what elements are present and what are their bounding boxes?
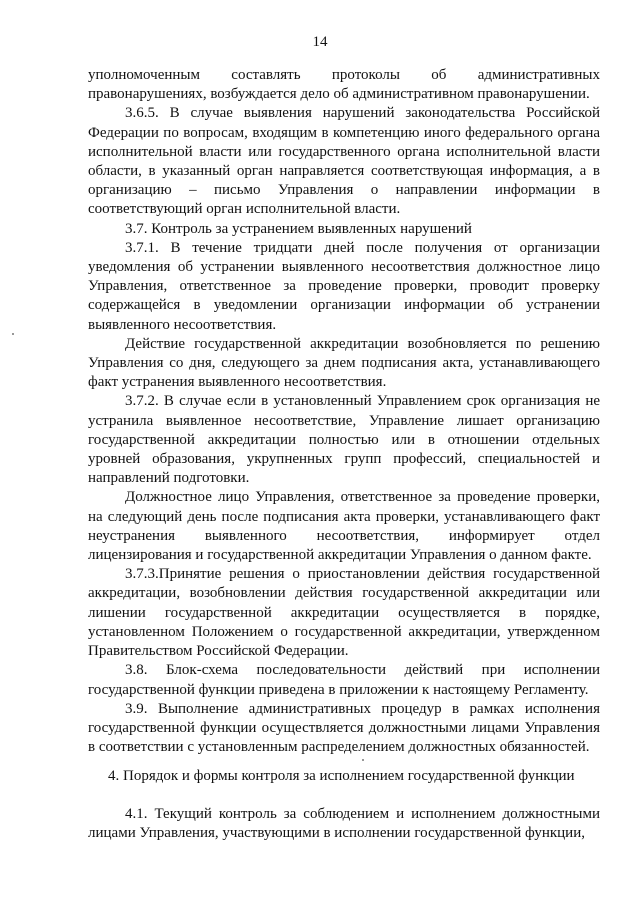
paragraph-4-1: 4.1. Текущий контроль за соблюдением и исполнением должностными лицами Управления, участвующими в исполнении государственной функции, <box>88 805 600 841</box>
paragraph-3-7-1: 3.7.1. В течение тридцати дней после получения от организации уведомления об устранении выявленного несоответствия должностное лицо Управления, ответственное за проведение проверки, проводит проверку содержащейся в уведомлении организации информации об устранении выявленного несоответствия. <box>88 239 600 333</box>
paragraph-3-8: 3.8. Блок-схема последовательности действий при исполнении государственной функции приведена в приложении к настоящему Регламенту. <box>88 662 600 698</box>
section-title: 4. Порядок и формы контроля за исполнением государственной функции <box>108 768 575 785</box>
paragraph-official-informs: Должностное лицо Управления, ответственное за проведение проверки, на следующий день после подписания акта проверки, устанавливающего факт неустранения выявленного несоответствия, информирует отдел лицензирования и государственной аккредитации Управления о данном факте. <box>88 489 600 564</box>
paragraph-3-9: 3.9. Выполнение административных процедур в рамках исполнения государственной функции осуществляется должностными лицами Управления в соответствии с установленным распределением должностных обязанностей. <box>88 700 600 756</box>
paragraph-3-7-heading: 3.7. Контроль за устранением выявленных нарушений <box>125 220 472 237</box>
paragraph-3-7-3: 3.7.3.Принятие решения о приостановлении действия государственной аккредитации, возобновлении действия государственной аккредитации или лишении государственной аккредитации осуществляется в порядке, установленном Положением о государственной аккредитации, утвержденном Правительством Российской Федерации. <box>88 566 600 660</box>
document-body <box>88 66 600 843</box>
scan-speck <box>12 333 14 335</box>
paragraph-3-7-2: 3.7.2. В случае если в установленный Управлением срок организация не устранила выявленное несоответствие, Управление лишает организацию государственной аккредитации полностью или в отношении отдельных уровней образования, укрупненных групп профессий, специальностей и направлений подготовки. <box>88 393 600 487</box>
scan-speck <box>362 759 364 761</box>
page-number: 14 <box>312 34 328 50</box>
paragraph-continuation: уполномоченным составлять протоколы об административных правонарушениях, возбуждается дело об административном правонарушении. <box>88 67 600 103</box>
paragraph-accreditation-resumed: Действие государственной аккредитации возобновляется по решению Управления со дня, следующего за днем подписания акта, устанавливающего факт устранения выявленного несоответствия. <box>88 335 600 391</box>
paragraph-3-6-5: 3.6.5. В случае выявления нарушений законодательства Российской Федерации по вопросам, входящим в компетенцию иного федерального органа исполнительной власти или государственного органа исполнительной власти области, в указанный орган направляется соответствующая информация, а в организацию – письмо Управления о направлении информации в соответствующий орган исполнительной власти. <box>88 105 600 218</box>
